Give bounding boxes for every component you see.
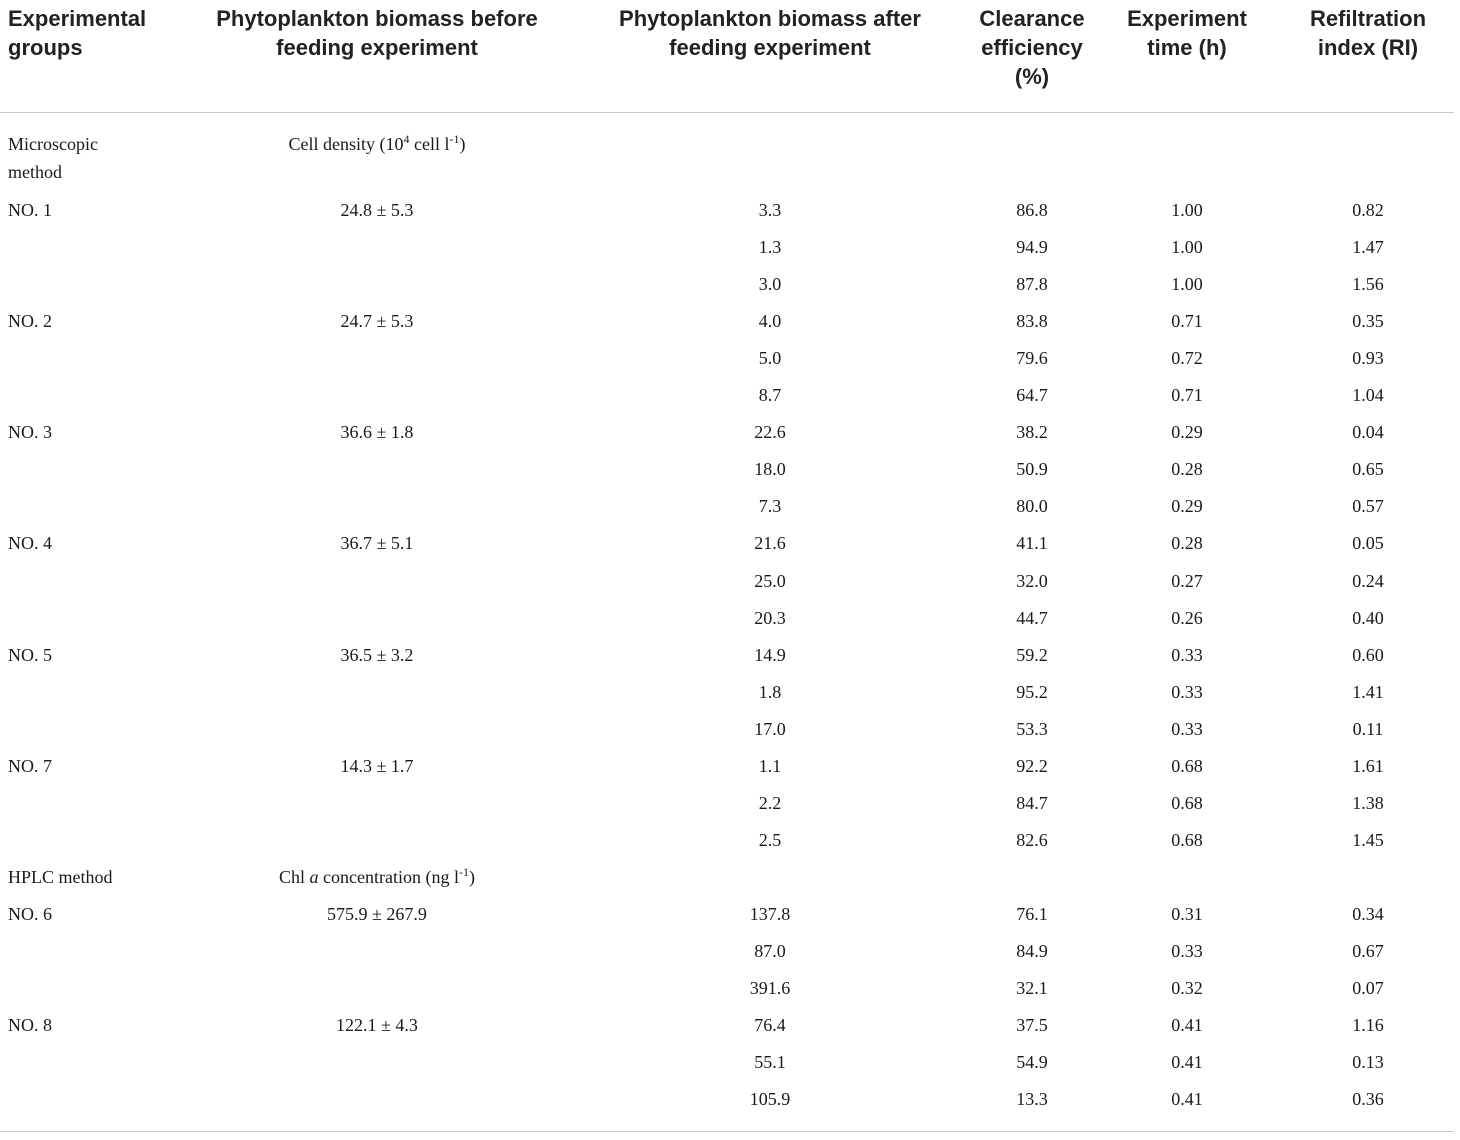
clearance-efficiency-value: 80.0 [1016, 496, 1048, 517]
biomass-after-value: 105.9 [749, 1089, 791, 1110]
experiment-time-value: 0.41 [1171, 1052, 1203, 1073]
footer-rule [0, 1131, 1454, 1132]
clearance-efficiency-value: 38.2 [1016, 422, 1048, 443]
refiltration-index-value: 0.13 [1352, 1052, 1384, 1073]
unit-chl-a: Chl a concentration (ng $l^{-1}$) [279, 864, 475, 887]
biomass-after-value: 55.1 [754, 1052, 786, 1073]
experiment-time-value: 0.41 [1171, 1089, 1203, 1110]
clearance-efficiency-value: 59.2 [1016, 644, 1048, 665]
refiltration-index-value: 0.93 [1352, 348, 1384, 369]
clearance-efficiency-value: 79.6 [1016, 348, 1048, 369]
clearance-efficiency-value: 54.9 [1016, 1052, 1048, 1073]
experiment-time-value: 0.68 [1171, 829, 1203, 850]
header-rule [0, 112, 1454, 113]
experiment-time-value: 0.29 [1171, 496, 1203, 517]
biomass-before-value: 36.5 ± 3.2 [340, 644, 414, 665]
clearance-efficiency-value: 86.8 [1016, 200, 1048, 220]
experiment-time-value: 1.00 [1171, 237, 1203, 258]
biomass-before-value: 24.7 ± 5.3 [340, 311, 414, 332]
section-label-hplc: HPLC method [8, 866, 113, 887]
refiltration-index-value: 1.16 [1352, 1015, 1384, 1036]
experiment-time-value: 0.41 [1171, 1015, 1203, 1036]
biomass-after-value: 14.9 [754, 644, 786, 665]
biomass-after-value: 4.0 [758, 311, 782, 332]
refiltration-index-value: 0.07 [1352, 978, 1384, 999]
clearance-efficiency-value: 94.9 [1016, 237, 1048, 258]
refiltration-index-value: 0.11 [1352, 718, 1384, 739]
refiltration-index-value: 0.40 [1352, 607, 1384, 628]
biomass-after-value: 21.6 [754, 533, 786, 554]
biomass-before-value: 36.7 ± 5.1 [340, 533, 414, 554]
clearance-efficiency-value: 13.3 [1016, 1089, 1048, 1110]
experiment-time-value: 0.28 [1171, 459, 1203, 480]
experiment-time-value: 0.33 [1171, 718, 1203, 739]
refiltration-index-value: 0.36 [1352, 1089, 1384, 1110]
clearance-efficiency-value: 95.2 [1016, 681, 1048, 702]
biomass-after-value: 25.0 [754, 570, 786, 591]
experiment-time-value: 0.71 [1171, 311, 1203, 332]
group-name: NO. 5 [8, 644, 52, 665]
refiltration-index-value: 1.61 [1352, 755, 1384, 776]
unit-cell-density: Cell density ($10^4$ cell $l^{-1}$) [288, 132, 466, 154]
biomass-after-value: 3.0 [758, 274, 782, 295]
refiltration-index-value: 0.35 [1352, 311, 1384, 332]
biomass-after-value: 17.0 [754, 718, 786, 739]
clearance-efficiency-value: 32.1 [1016, 978, 1048, 999]
biomass-after-value: 18.0 [754, 459, 786, 480]
refiltration-index-value: 0.82 [1352, 200, 1384, 220]
clearance-efficiency-value: 83.8 [1016, 311, 1048, 332]
group-name: NO. 1 [8, 200, 52, 220]
biomass-before-value: 36.6 ± 1.8 [340, 422, 414, 443]
biomass-after-value: 8.7 [758, 385, 782, 406]
biomass-after-value: 76.4 [754, 1015, 786, 1036]
group-name: NO. 8 [8, 1015, 52, 1036]
refiltration-index-value: 1.45 [1352, 829, 1384, 850]
header-refiltration-index: Refiltration index (RI) [1309, 6, 1427, 60]
clearance-efficiency-value: 32.0 [1016, 570, 1048, 591]
refiltration-index-value: 0.67 [1352, 941, 1384, 961]
experiment-time-value: 0.28 [1171, 533, 1203, 554]
clearance-efficiency-value: 64.7 [1016, 385, 1048, 406]
refiltration-index-value: 0.34 [1352, 903, 1384, 924]
clearance-efficiency-value: 87.8 [1016, 274, 1048, 295]
experiment-time-value: 0.26 [1171, 607, 1203, 628]
biomass-after-value: 87.0 [754, 941, 786, 961]
experiment-time-value: 1.00 [1171, 274, 1203, 295]
clearance-efficiency-value: 37.5 [1016, 1015, 1048, 1036]
refiltration-index-value: 1.56 [1352, 274, 1384, 295]
experiment-time-value: 0.33 [1171, 681, 1203, 702]
refiltration-index-value: 1.38 [1352, 792, 1384, 813]
experiment-time-value: 0.31 [1171, 903, 1203, 924]
biomass-after-value: 20.3 [754, 607, 786, 628]
group-name: NO. 3 [8, 422, 52, 443]
clearance-efficiency-value: 41.1 [1016, 533, 1048, 554]
group-name: NO. 2 [8, 311, 52, 332]
experiment-time-value: 0.33 [1171, 941, 1203, 961]
header-clearance-efficiency: Clearance efficiency (%) [979, 6, 1085, 89]
biomass-after-value: 391.6 [749, 978, 791, 999]
experiment-time-value: 0.27 [1171, 570, 1203, 591]
experiment-time-value: 0.71 [1171, 385, 1203, 406]
biomass-after-value: 7.3 [758, 496, 782, 517]
group-name: NO. 6 [8, 903, 52, 924]
biomass-before-value: 24.8 ± 5.3 [340, 200, 414, 220]
experiment-time-value: 1.00 [1171, 200, 1203, 220]
header-experiment-time: Experiment time (h) [1127, 6, 1247, 60]
biomass-after-value: 22.6 [754, 422, 786, 443]
refiltration-index-value: 1.47 [1352, 237, 1384, 258]
biomass-after-value: 2.2 [758, 792, 782, 813]
biomass-after-value: 137.8 [749, 903, 791, 924]
biomass-after-value: 3.3 [758, 200, 782, 220]
experiment-time-value: 0.68 [1171, 792, 1203, 813]
biomass-after-value: 5.0 [758, 348, 782, 369]
refiltration-index-value: 0.65 [1352, 459, 1384, 480]
refiltration-index-value: 0.60 [1352, 644, 1384, 665]
header-biomass-after: Phytoplankton biomass after feeding experiment [619, 6, 921, 60]
experiment-time-value: 0.72 [1171, 348, 1203, 369]
refiltration-index-value: 1.04 [1352, 385, 1384, 406]
biomass-after-value: 2.5 [758, 829, 782, 850]
biomass-after-value: 1.3 [758, 237, 782, 258]
header-biomass-before: Phytoplankton biomass before feeding experiment [216, 6, 538, 60]
clearance-efficiency-value: 82.6 [1016, 829, 1048, 850]
experiment-time-value: 0.68 [1171, 755, 1203, 776]
biomass-before-value: 575.9 ± 267.9 [327, 903, 427, 924]
biomass-after-value: 1.8 [758, 681, 782, 702]
clearance-efficiency-value: 76.1 [1016, 903, 1048, 924]
clearance-efficiency-value: 84.9 [1016, 941, 1048, 961]
refiltration-index-value: 0.24 [1352, 570, 1384, 591]
refiltration-index-value: 0.05 [1352, 533, 1384, 554]
clearance-efficiency-value: 50.9 [1016, 459, 1048, 480]
clearance-efficiency-value: 84.7 [1016, 792, 1048, 813]
refiltration-index-value: 0.57 [1352, 496, 1384, 517]
clearance-efficiency-value: 53.3 [1016, 718, 1048, 739]
refiltration-index-value: 0.04 [1352, 422, 1384, 443]
experiment-time-value: 0.33 [1171, 644, 1203, 665]
biomass-after-value: 1.1 [758, 755, 782, 776]
experiment-time-value: 0.29 [1171, 422, 1203, 443]
clearance-efficiency-value: 92.2 [1016, 755, 1048, 776]
group-name: NO. 4 [8, 533, 52, 554]
biomass-before-value: 122.1 ± 4.3 [336, 1015, 418, 1036]
header-experimental-groups: Experimental groups [8, 6, 147, 60]
group-name: NO. 7 [8, 755, 52, 776]
clearance-efficiency-value: 44.7 [1016, 607, 1048, 628]
biomass-before-value: 14.3 ± 1.7 [340, 755, 414, 776]
experiment-time-value: 0.32 [1171, 978, 1203, 999]
refiltration-index-value: 1.41 [1352, 681, 1384, 702]
section-label-microscopic: Microscopic method [8, 134, 98, 182]
